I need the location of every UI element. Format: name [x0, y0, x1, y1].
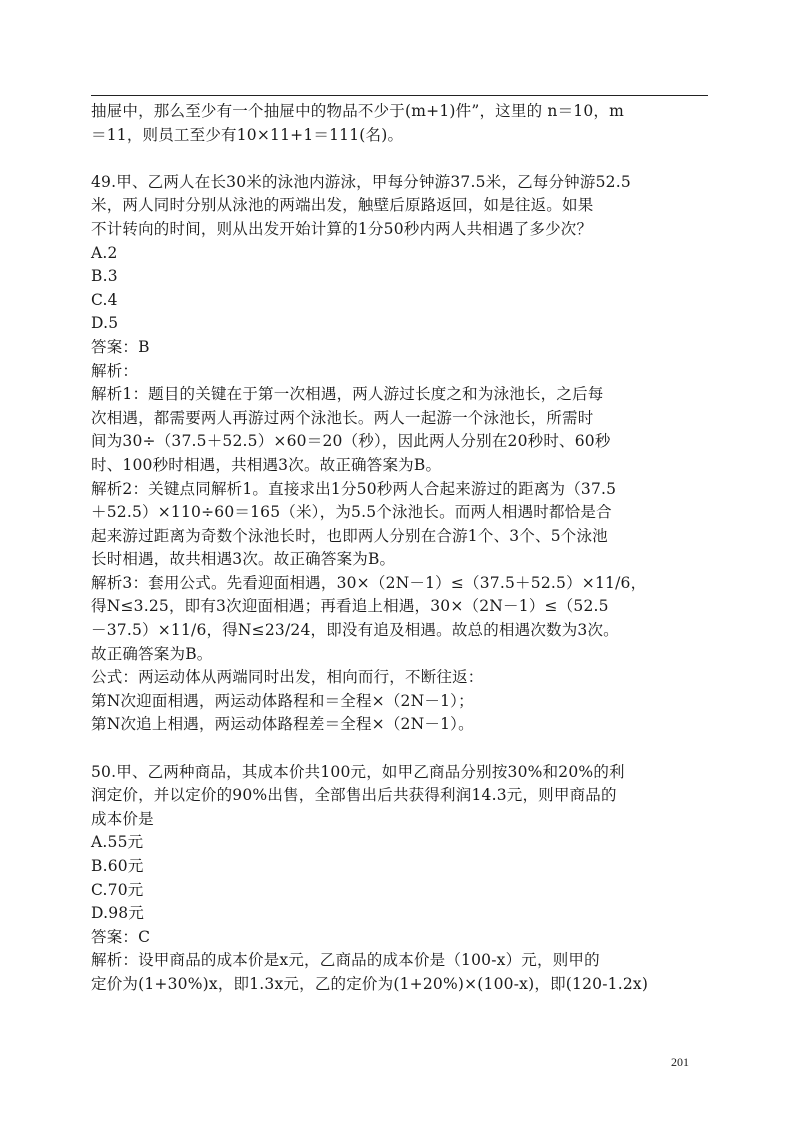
analysis-text: 时、100秒时相遇，共相遇3次。故正确答案为B。: [91, 455, 442, 474]
page-number: 201: [671, 1055, 689, 1069]
analysis-text: 解析2：关键点同解析1。直接求出1分50秒两人合起来游过的距离为（37.5: [91, 479, 617, 498]
question-stem: 成本价是: [91, 809, 154, 828]
question-49: [91, 171, 708, 737]
analysis-text: 解析：设甲商品的成本价是x元，乙商品的成本价是（100-x）元，则甲的: [91, 951, 600, 970]
analysis-text: 得N≤3.25，即有3次迎面相遇；再看追上相遇，30×（2N－1）≤（52.5: [91, 597, 609, 616]
question-stem: 不计转向的时间，则从出发开始计算的1分50秒内两人共相遇了多少次？: [91, 219, 593, 238]
text-line: ＝11，则员工至少有10×11+1＝111(名)。: [91, 125, 404, 144]
option-b: B.60元: [91, 857, 144, 875]
analysis-text: 解析3：套用公式。先看迎面相遇，30×（2N－1）≤（37.5＋52.5）×11/6，: [91, 573, 647, 592]
answer: 答案：C: [91, 927, 151, 946]
analysis-text: 间为30÷（37.5＋52.5）×60＝20（秒），因此两人分别在20秒时、60秒: [91, 432, 611, 451]
option-d: D.98元: [91, 904, 145, 923]
option-c: C.70元: [91, 880, 144, 899]
page-body: [91, 100, 708, 997]
option-a: A.55元: [91, 833, 144, 852]
answer: 答案：B: [91, 337, 150, 356]
analysis-text: 故正确答案为B。: [91, 644, 213, 663]
analysis-text: －37.5）×11/6，得N≤23/24，即没有追及相遇。故总的相遇次数为3次。: [91, 621, 619, 640]
formula-text: 公式：两运动体从两端同时出发，相向而行，不断往返：: [91, 668, 484, 687]
formula-text: 第N次迎面相遇，两运动体路程和＝全程×（2N－1）；: [91, 691, 474, 710]
option-c: C.4: [91, 290, 118, 309]
question-stem: 润定价，并以定价的90%出售，全部售出后共获得利润14.3元，则甲商品的: [91, 786, 617, 805]
formula-text: 第N次追上相遇，两运动体路程差＝全程×（2N－1）。: [91, 715, 474, 734]
analysis-heading: 解析：: [91, 361, 139, 380]
question-stem: 米，两人同时分别从泳池的两端出发，触壁后原路返回，如是往返。如果: [91, 196, 594, 215]
question-50: [91, 761, 708, 997]
option-d: D.5: [91, 314, 119, 333]
analysis-text: 定价为(1+30%)x，即1.3x元，乙的定价为(1+20%)×(100-x)，即(120-1.2x): [91, 974, 649, 993]
analysis-text: 次相遇，都需要两人再游过两个泳池长。两人一起游一个泳池长，所需时: [91, 408, 594, 427]
analysis-text: 解析1：题目的关键在于第一次相遇，两人游过长度之和为泳池长，之后每: [91, 385, 604, 404]
text-line: 抽屉中，那么至少有一个抽屉中的物品不少于(m+1)件”，这里的 n＝10，m: [91, 102, 624, 120]
option-b: B.3: [91, 267, 118, 286]
continuation-paragraph: [91, 100, 708, 147]
analysis-text: 起来游过距离为奇数个泳池长时，也即两人分别在合游1个、3个、5个泳池: [91, 526, 608, 545]
header-rule: [91, 95, 708, 96]
analysis-text: 长时相遇，故共相遇3次。故正确答案为B。: [91, 550, 396, 569]
analysis-text: ＋52.5）×110÷60＝165（米），为5.5个泳池长。而两人相遇时都恰是合: [91, 503, 612, 522]
question-stem: 50.甲、乙两种商品，其成本价共100元，如甲乙商品分别按30%和20%的利: [91, 762, 625, 781]
option-a: A.2: [91, 243, 118, 262]
question-stem: 49.甲、乙两人在长30米的泳池内游泳，甲每分钟游37.5米，乙每分钟游52.5: [91, 172, 631, 191]
